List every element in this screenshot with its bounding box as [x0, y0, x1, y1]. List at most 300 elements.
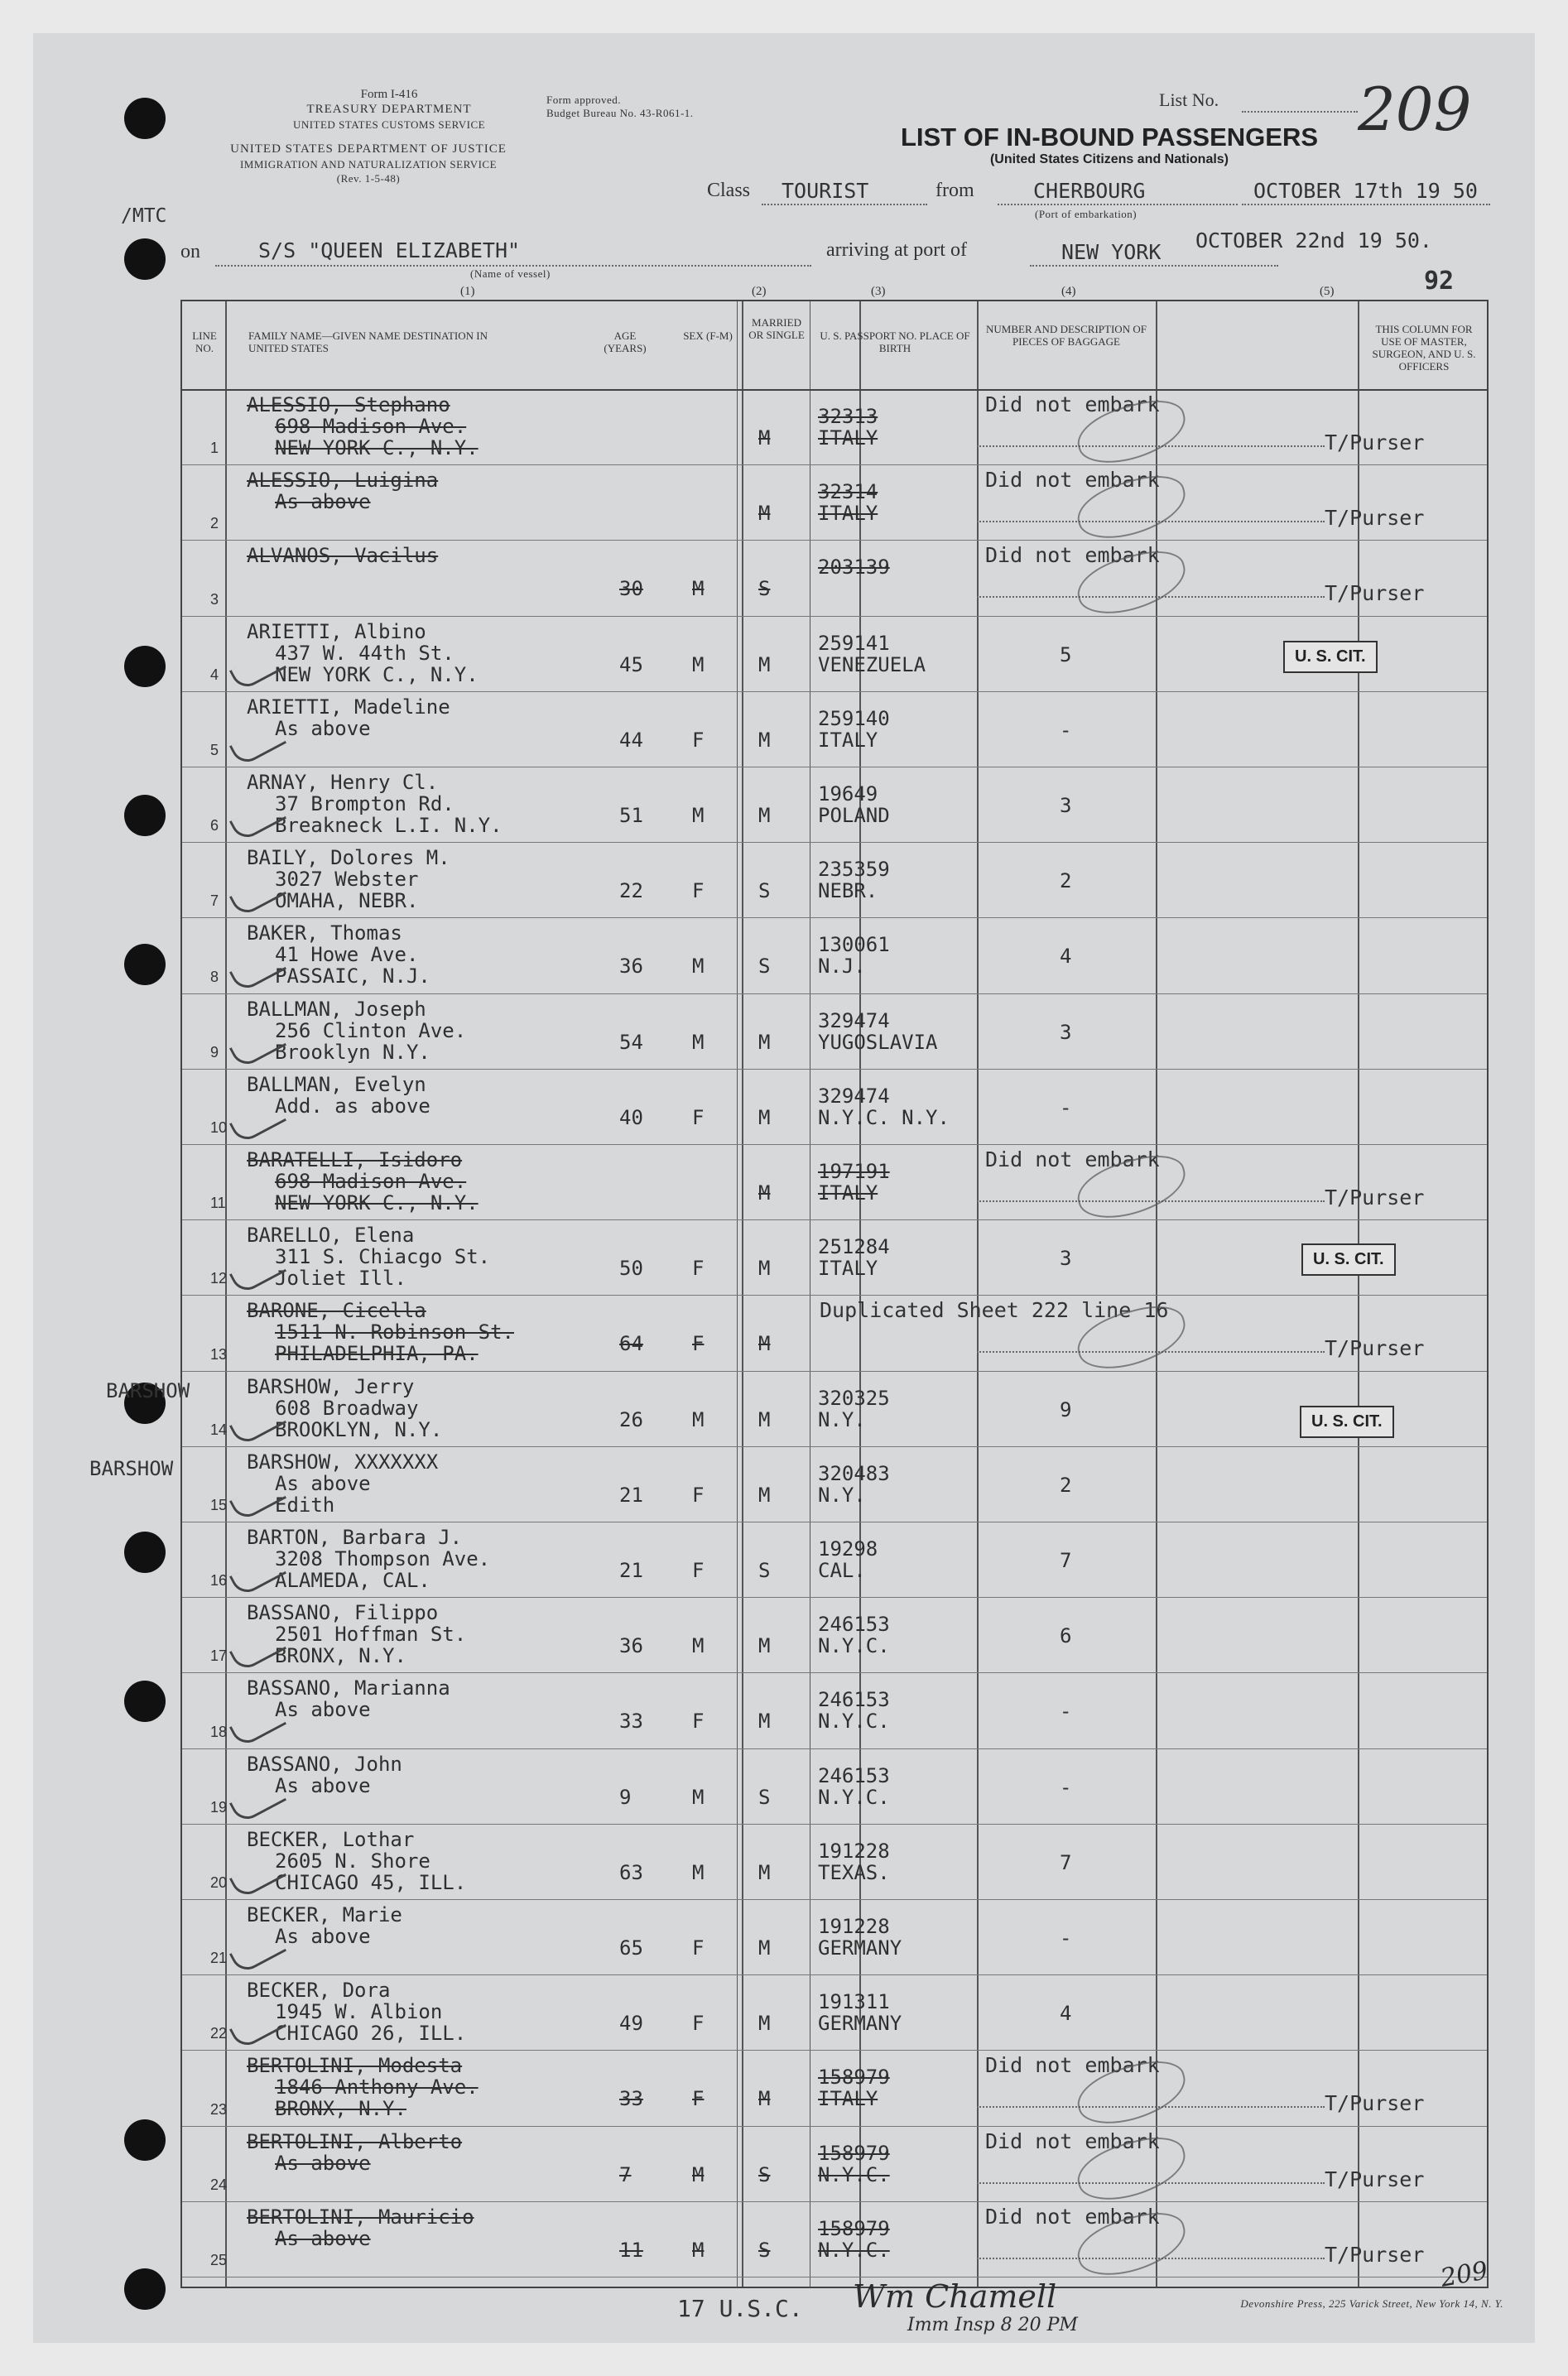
passport-number: 32313 [818, 405, 878, 428]
line-number: 15 [210, 1496, 228, 1513]
passenger-name: BERTOLINI, Mauricio [247, 2205, 474, 2229]
passenger-city: CHICAGO 26, ILL. [275, 2022, 467, 2046]
table-row [182, 2126, 1487, 2201]
marital-status: M [758, 1030, 771, 1054]
marital-status: M [758, 728, 771, 752]
class-label: Class [707, 180, 751, 201]
form-approved: Form approved. [546, 94, 622, 106]
form-title: LIST OF IN-BOUND PASSENGERS [900, 123, 1319, 152]
col-num-5: (5) [1320, 285, 1335, 298]
marital-status: M [758, 1105, 771, 1129]
passenger-sex: M [692, 1407, 705, 1431]
passenger-name: ALESSIO, Luigina [247, 469, 439, 493]
passport-number: 246153 [818, 1688, 890, 1712]
place-of-birth: TEXAS. [818, 1860, 890, 1884]
place-of-birth: GERMANY [818, 1936, 902, 1960]
line-number: 2 [210, 515, 219, 532]
class-line [762, 204, 927, 205]
vessel-caption: (Name of vessel) [470, 267, 551, 280]
passenger-age: 7 [619, 2162, 632, 2186]
passenger-city: BRONX, N.Y. [275, 1644, 406, 1668]
passenger-name: BECKER, Lothar [247, 1827, 415, 1851]
passport-number: 259141 [818, 631, 890, 655]
passenger-age: 21 [619, 1483, 643, 1507]
passenger-sex: F [692, 1936, 705, 1960]
line-number: 7 [210, 892, 219, 910]
punch-hole [124, 1532, 166, 1573]
us-citizen-stamp: U. S. CIT. [1301, 1243, 1396, 1276]
passenger-sex: M [692, 804, 705, 827]
passenger-sex: M [692, 2238, 705, 2262]
footer-number: 209 [1438, 2256, 1490, 2293]
passport-number: 251284 [818, 1235, 890, 1259]
passenger-city: NEW YORK C., N.Y. [275, 662, 479, 686]
budget-bureau: Budget Bureau No. 43-R061-1. [546, 107, 694, 119]
punch-hole [124, 795, 166, 836]
passenger-city: NEW YORK C., N.Y. [275, 436, 479, 459]
passenger-address: As above [275, 1773, 371, 1797]
embark-date: OCTOBER 17th 19 50 [1253, 179, 1478, 203]
passenger-age: 36 [619, 955, 643, 979]
printer-imprint: Devonshire Press, 225 Varick Street, New York 14, N. Y. [1240, 2297, 1503, 2310]
marital-status: M [758, 502, 771, 526]
passport-number: 320483 [818, 1461, 890, 1485]
col-num-4: (4) [1061, 285, 1076, 298]
place-of-birth: POLAND [818, 804, 890, 827]
line-number: 18 [210, 1723, 228, 1740]
passenger-address: As above [275, 1925, 371, 1948]
purser-note: T/Purser [1325, 506, 1425, 531]
passenger-sex: F [692, 728, 705, 752]
place-of-birth: N.Y. [818, 1483, 866, 1507]
baggage-count: 7 [1060, 1549, 1072, 1572]
passenger-city: Edith [275, 1493, 335, 1517]
embark-note: Did not embark [985, 468, 1160, 493]
passenger-name: ARIETTI, Albino [247, 619, 426, 643]
embark-note: Did not embark [985, 1147, 1160, 1171]
passport-number: 197191 [818, 1160, 890, 1183]
punch-hole [124, 2119, 166, 2161]
passenger-address: 2605 N. Shore [275, 1849, 430, 1873]
baggage-count: 5 [1060, 642, 1072, 666]
passenger-name: BASSANO, John [247, 1752, 402, 1776]
marital-status: M [758, 1332, 771, 1356]
baggage-count: 2 [1060, 1473, 1072, 1497]
embark-note: Duplicated Sheet 222 line 16 [820, 1298, 1169, 1323]
passenger-address: 698 Madison Ave. [275, 415, 467, 438]
line-number: 11 [210, 1195, 226, 1212]
from-label: from [936, 180, 974, 201]
passenger-age: 40 [619, 1105, 643, 1129]
place-of-birth: N.Y.C. N.Y. [818, 1105, 950, 1129]
line-number: 8 [210, 968, 219, 985]
passenger-sex: F [692, 879, 705, 903]
passenger-city: OMAHA, NEBR. [275, 889, 419, 913]
passenger-age: 65 [619, 1936, 643, 1960]
line-number: 6 [210, 817, 219, 834]
form-subtitle: (United States Citizens and Nationals) [989, 152, 1229, 166]
passenger-age: 33 [619, 1710, 643, 1734]
baggage-count: 4 [1060, 2002, 1072, 2026]
baggage-count: 7 [1060, 1850, 1072, 1874]
place-of-birth: ITALY [818, 728, 878, 752]
marital-status: M [758, 1710, 771, 1734]
check-mark [229, 1930, 286, 1975]
marital-status: S [758, 879, 771, 903]
table-row [182, 1974, 1487, 2050]
port-line [1030, 265, 1278, 267]
passenger-address: 1511 N. Robinson St. [275, 1320, 514, 1344]
passenger-address: As above [275, 1471, 371, 1495]
place-of-birth: ITALY [818, 502, 878, 526]
baggage-count: 6 [1060, 1624, 1072, 1648]
mtc-note: /MTC [121, 205, 167, 227]
passenger-sex: M [692, 1634, 705, 1658]
table-row [182, 1748, 1487, 1824]
place-of-birth: GERMANY [818, 2012, 902, 2036]
passenger-name: BERTOLINI, Alberto [247, 2129, 463, 2153]
punch-hole [124, 238, 166, 280]
col-num-3: (3) [871, 285, 886, 298]
passenger-table [180, 300, 1489, 2288]
passenger-name: BASSANO, Marianna [247, 1676, 450, 1700]
table-row [182, 1824, 1487, 1899]
from-line [998, 204, 1238, 205]
col-head-name: FAMILY NAME—GIVEN NAME DESTINATION IN UNITED STATES [248, 329, 488, 354]
line-number: 12 [210, 1270, 228, 1287]
passenger-age: 11 [619, 2238, 643, 2262]
us-citizen-stamp: U. S. CIT. [1300, 1406, 1394, 1438]
table-row [182, 2050, 1487, 2125]
line-number: 24 [210, 2176, 228, 2193]
table-row [182, 1597, 1487, 1672]
place-of-birth: CAL. [818, 1559, 866, 1582]
passenger-age: 54 [619, 1030, 643, 1054]
passport-number: 191228 [818, 1915, 890, 1938]
passenger-address: 1945 W. Albion [275, 2000, 443, 2024]
passport-number: 32314 [818, 480, 878, 504]
form-number: Form I-416 [360, 88, 418, 101]
col-num-2: (2) [752, 285, 767, 298]
col-head-line: LINE NO. [192, 329, 217, 354]
passenger-address: 37 Brompton Rd. [275, 792, 455, 815]
embark-note: Did not embark [985, 2128, 1160, 2153]
embark-note: Did not embark [985, 2053, 1160, 2078]
col-head-passport: U. S. PASSPORT NO. PLACE OF BIRTH [820, 329, 970, 354]
passenger-age: 44 [619, 728, 643, 752]
passenger-city: Breakneck L.I. N.Y. [275, 814, 503, 837]
punch-hole [124, 2268, 166, 2310]
line-number: 9 [210, 1043, 219, 1061]
vessel-name: S/S "QUEEN ELIZABETH" [258, 238, 521, 262]
line-number: 13 [210, 1345, 228, 1363]
col-head-sex: SEX (F-M) [683, 329, 733, 342]
baggage-count: - [1060, 1700, 1072, 1724]
passenger-city: Brooklyn N.Y. [275, 1040, 430, 1064]
check-mark [229, 1703, 286, 1748]
passenger-name: ARNAY, Henry Cl. [247, 771, 439, 794]
passenger-age: 51 [619, 804, 643, 827]
col-head-officers: THIS COLUMN FOR USE OF MASTER, SURGEON, AND U. S. OFFICERS [1372, 323, 1476, 373]
marital-status: M [758, 426, 771, 450]
col-head-age: AGE (YEARS) [604, 329, 647, 354]
purser-note: T/Purser [1325, 2167, 1425, 2191]
passenger-age: 30 [619, 577, 643, 601]
baggage-count: 3 [1060, 1247, 1072, 1271]
passport-number: 158979 [818, 2216, 890, 2240]
passenger-sex: M [692, 955, 705, 979]
passenger-address: As above [275, 490, 371, 514]
check-mark [229, 1099, 286, 1145]
passenger-name: BAILY, Dolores M. [247, 846, 450, 870]
place-of-birth: ITALY [818, 426, 878, 450]
marital-status: M [758, 2012, 771, 2036]
passport-number: 203139 [818, 556, 890, 580]
passenger-city: BROOKLYN, N.Y. [275, 1417, 443, 1441]
table-row [182, 464, 1487, 540]
passenger-name: BARELLO, Elena [247, 1224, 415, 1248]
table-row [182, 1219, 1487, 1295]
passport-number: 259140 [818, 706, 890, 730]
footer-usc: 17 U.S.C. [677, 2295, 803, 2322]
passenger-name: BERTOLINI, Modesta [247, 2054, 463, 2078]
from-value: CHERBOURG [1033, 179, 1146, 203]
table-row [182, 842, 1487, 917]
inspector-note: Imm Insp 8 20 PM [907, 2315, 1078, 2335]
passport-number: 158979 [818, 2066, 890, 2090]
passport-number: 130061 [818, 933, 890, 957]
place-of-birth: VENEZUELA [818, 652, 926, 676]
dept-of-justice: UNITED STATES DEPARTMENT OF JUSTICE [230, 142, 507, 156]
purser-note: T/Purser [1325, 581, 1425, 606]
class-value: TOURIST [782, 179, 869, 203]
place-of-birth: N.Y.C. [818, 2162, 890, 2186]
table-row [182, 1672, 1487, 1748]
page-count: 92 [1424, 267, 1455, 296]
passenger-city: PHILADELPHIA, PA. [275, 1342, 479, 1366]
passenger-age: 9 [619, 1785, 632, 1809]
passport-number: 191311 [818, 1990, 890, 2014]
passport-number: 19298 [818, 1537, 878, 1561]
passenger-sex: F [692, 1105, 705, 1129]
passport-number: 246153 [818, 1763, 890, 1787]
line-number: 23 [210, 2100, 228, 2118]
col-num-1: (1) [460, 285, 475, 298]
passenger-age: 49 [619, 2012, 643, 2036]
baggage-count: 3 [1060, 794, 1072, 817]
marital-status: M [758, 1483, 771, 1507]
passenger-age: 50 [619, 1257, 643, 1281]
passenger-city: ALAMEDA, CAL. [275, 1569, 430, 1592]
passenger-address: 1846 Anthony Ave. [275, 2075, 479, 2099]
ins-service: IMMIGRATION AND NATURALIZATION SERVICE [239, 158, 498, 171]
place-of-birth: ITALY [818, 1257, 878, 1281]
passenger-address: 41 Howe Ave. [275, 943, 419, 967]
us-citizen-stamp: U. S. CIT. [1283, 641, 1378, 673]
place-of-birth: N.Y. [818, 1407, 866, 1431]
marital-status: M [758, 1936, 771, 1960]
line-number: 25 [210, 2251, 228, 2268]
passenger-address: 608 Broadway [275, 1396, 419, 1420]
passenger-name: BASSANO, Filippo [247, 1601, 439, 1625]
punch-hole [124, 1681, 166, 1722]
table-row [182, 2201, 1487, 2277]
table-row [182, 1371, 1487, 1446]
passport-number: 329474 [818, 1008, 890, 1032]
margin-name: BARSHOW [106, 1379, 190, 1402]
passenger-name: BALLMAN, Joseph [247, 997, 426, 1021]
margin-name: BARSHOW [89, 1457, 174, 1480]
line-number: 1 [210, 440, 219, 457]
passenger-address: As above [275, 2151, 371, 2175]
baggage-count: - [1060, 1775, 1072, 1799]
passenger-address: 3027 Webster [275, 868, 419, 892]
table-row [182, 993, 1487, 1069]
line-number: 14 [210, 1421, 228, 1438]
passenger-address: 256 Clinton Ave. [275, 1018, 467, 1042]
line-number: 5 [210, 741, 219, 758]
passenger-sex: M [692, 577, 705, 601]
col-head-baggage: NUMBER AND DESCRIPTION OF PIECES OF BAGGAGE [986, 323, 1147, 348]
punch-hole [124, 98, 166, 139]
table-row [182, 917, 1487, 993]
marital-status: M [758, 1860, 771, 1884]
passenger-city: Joliet Ill. [275, 1267, 406, 1291]
arrival-date: OCTOBER 22nd 19 50. [1195, 228, 1432, 253]
baggage-count: - [1060, 1926, 1072, 1950]
passenger-age: 36 [619, 1634, 643, 1658]
purser-note: T/Purser [1325, 2091, 1425, 2116]
embark-note: Did not embark [985, 392, 1160, 416]
place-of-birth: YUGOSLAVIA [818, 1030, 938, 1054]
passenger-city: CHICAGO 45, ILL. [275, 1870, 467, 1894]
passenger-name: ALVANOS, Vacilus [247, 544, 439, 568]
passport-number: 320325 [818, 1386, 890, 1410]
passenger-age: 63 [619, 1860, 643, 1884]
baggage-count: - [1060, 718, 1072, 742]
passenger-sex: M [692, 1860, 705, 1884]
marital-status: S [758, 577, 771, 601]
passenger-age: 21 [619, 1559, 643, 1582]
table-row [182, 1295, 1487, 1370]
passenger-sex: F [692, 2087, 705, 2111]
marital-status: M [758, 2087, 771, 2111]
passenger-address: Add. as above [275, 1094, 430, 1118]
marital-status: M [758, 804, 771, 827]
passenger-sex: F [692, 1332, 705, 1356]
passenger-sex: F [692, 1710, 705, 1734]
passenger-sex: M [692, 1030, 705, 1054]
line-number: 4 [210, 666, 219, 683]
passport-number: 235359 [818, 858, 890, 882]
passenger-name: BECKER, Marie [247, 1903, 402, 1926]
treasury-department: TREASURY DEPARTMENT [306, 103, 472, 116]
passenger-age: 45 [619, 652, 643, 676]
customs-service: UNITED STATES CUSTOMS SERVICE [292, 118, 486, 131]
passenger-sex: M [692, 1785, 705, 1809]
baggage-count: 9 [1060, 1397, 1072, 1421]
passenger-sex: F [692, 1257, 705, 1281]
embark-note: Did not embark [985, 543, 1160, 568]
passenger-age: 64 [619, 1332, 643, 1356]
table-row [182, 389, 1487, 464]
table-row [182, 540, 1487, 615]
table-row [182, 1144, 1487, 1219]
table-row [182, 1522, 1487, 1597]
purser-note: T/Purser [1325, 1336, 1425, 1361]
table-row [182, 691, 1487, 767]
marital-status: M [758, 1407, 771, 1431]
place-of-birth: NEBR. [818, 879, 878, 903]
punch-hole [124, 944, 166, 985]
passenger-name: ARIETTI, Madeline [247, 695, 450, 719]
passenger-name: BALLMAN, Evelyn [247, 1072, 426, 1096]
passenger-city: NEW YORK C., N.Y. [275, 1191, 479, 1214]
table-row [182, 1446, 1487, 1522]
embark-note: Did not embark [985, 2204, 1160, 2229]
port-embark-caption: (Port of embarkation) [1035, 208, 1138, 220]
place-of-birth: N.J. [818, 955, 866, 979]
passenger-address: As above [275, 1698, 371, 1722]
passenger-age: 22 [619, 879, 643, 903]
passenger-name: BECKER, Dora [247, 1979, 391, 2003]
passport-number: 19649 [818, 782, 878, 806]
marital-status: S [758, 2162, 771, 2186]
place-of-birth: N.Y.C. [818, 1785, 890, 1809]
passenger-sex: F [692, 2012, 705, 2036]
passport-number: 246153 [818, 1613, 890, 1637]
passenger-sex: F [692, 1483, 705, 1507]
purser-note: T/Purser [1325, 430, 1425, 455]
line-number: 10 [210, 1118, 228, 1136]
passenger-city: PASSAIC, N.J. [275, 964, 430, 988]
table-row [182, 1899, 1487, 1974]
check-mark [229, 1779, 286, 1825]
line-number: 17 [210, 1647, 228, 1665]
passenger-address: 311 S. Chiacgo St. [275, 1245, 491, 1269]
place-of-birth: ITALY [818, 1181, 878, 1205]
passenger-name: BARATELLI, Isidoro [247, 1148, 463, 1171]
on-label: on [180, 241, 200, 262]
passenger-address: 698 Madison Ave. [275, 1170, 467, 1193]
baggage-count: - [1060, 1095, 1072, 1119]
purser-note: T/Purser [1325, 1186, 1425, 1210]
marital-status: M [758, 1634, 771, 1658]
table-row [182, 1069, 1487, 1144]
passenger-address: 3208 Thompson Ave. [275, 1547, 491, 1570]
arrival-port: NEW YORK [1061, 240, 1162, 264]
line-number: 3 [210, 590, 219, 608]
place-of-birth: N.Y.C. [818, 1634, 890, 1658]
table-row [182, 767, 1487, 842]
passenger-name: BARSHOW, Jerry [247, 1374, 415, 1398]
passenger-name: BAKER, Thomas [247, 921, 402, 945]
passenger-address: 437 W. 44th St. [275, 641, 455, 665]
place-of-birth: N.Y.C. [818, 1710, 890, 1734]
marital-status: M [758, 1181, 771, 1205]
place-of-birth: ITALY [818, 2087, 878, 2111]
line-number: 20 [210, 1873, 228, 1891]
passport-number: 329474 [818, 1084, 890, 1108]
inspector-signature: Wm Chamell [853, 2278, 1057, 2315]
passenger-age: 33 [619, 2087, 643, 2111]
marital-status: M [758, 1257, 771, 1281]
punch-hole [124, 646, 166, 687]
passenger-sex: F [692, 1559, 705, 1582]
check-mark [229, 722, 286, 767]
col-head-married: MARRIED OR SINGLE [748, 316, 805, 341]
passenger-age: 26 [619, 1407, 643, 1431]
